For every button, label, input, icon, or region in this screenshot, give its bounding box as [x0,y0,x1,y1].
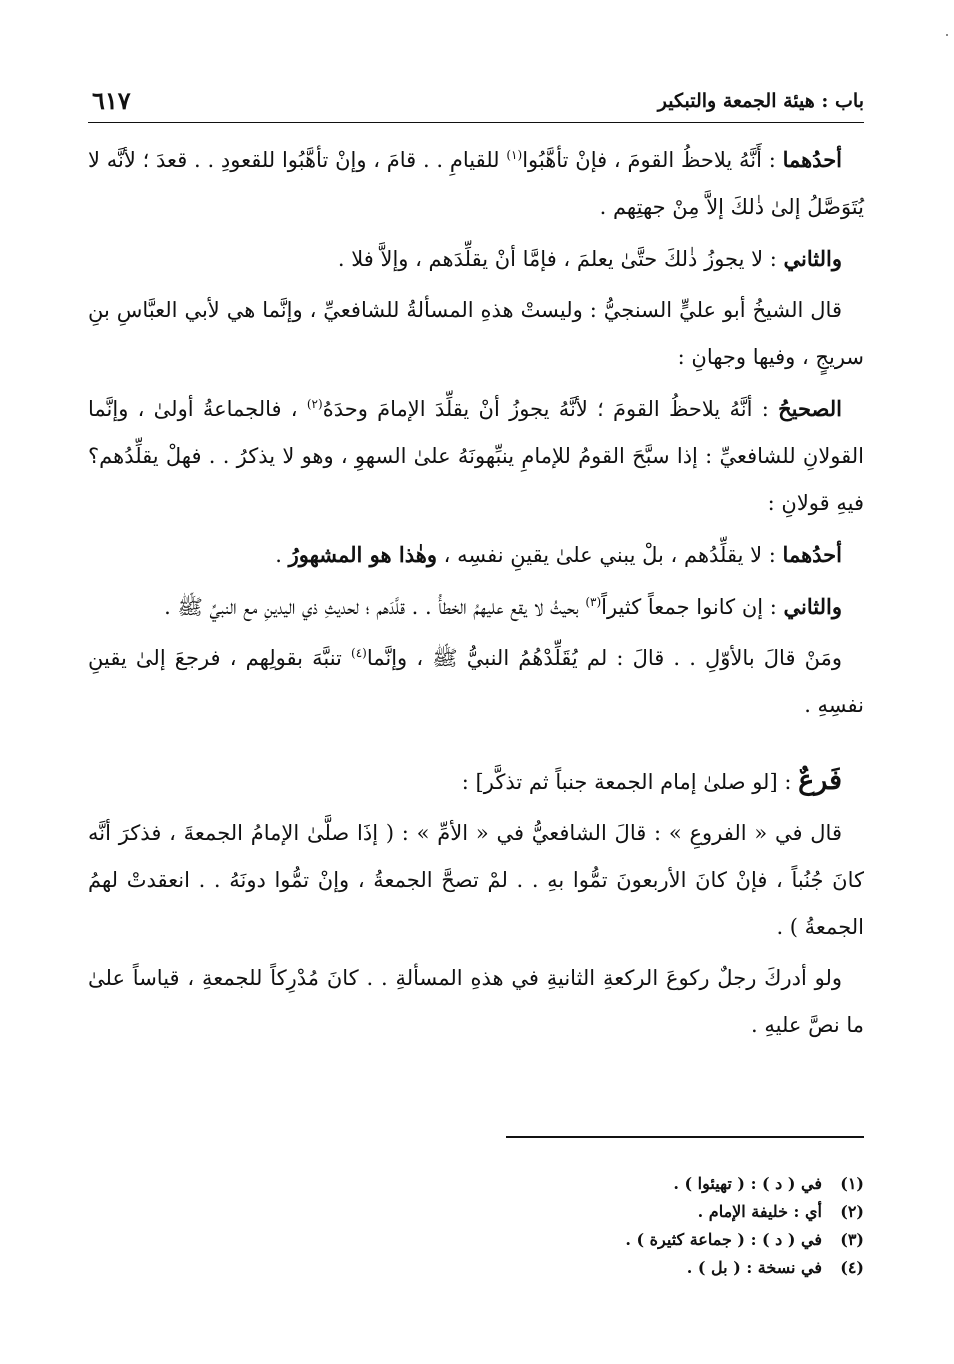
margin-speck [946,34,948,36]
footnote-text: أي : خليفة الإمام . [697,1202,822,1221]
main-text [88,136,864,1053]
footnote-ref-1: (١) [506,148,523,162]
header-rule [88,122,864,123]
paragraph-label: أحدُهما [782,542,842,567]
footnote-text: في ( د ) : ( تهيئوا ) . [673,1174,822,1193]
footnote-item [444,1254,864,1282]
footnote-ref-3: (٣) [585,595,602,609]
chapter-title: باب : هيئة الجمعة والتبكير [657,90,864,112]
paragraph-first-opinion: ومَنْ قالَ بالأوّلِ . . قالَ : لم يُقَلِّدْهُمُ النبيُّ ﷺ ، وإنَّما$^{(٤)}$ تنبَّهَ بقولِهم ، فرجعَ إلىٰ يقينِ نفسِهِ . [88,646,864,717]
paragraph-label: والثاني [783,594,842,619]
running-header [88,86,864,120]
paragraph-second-view: والثاني : لا يجوزُ ذٰلكَ حتَّىٰ يعلمَ ، فإمَّا أنْ يقلِّدَهم ، وإلاَّ فلا . [337,246,842,271]
footnote-ref-2: (٢) [306,397,323,411]
paragraph-correct-view: الصحيحُ : أنَّهُ يلاحظُ القومَ ؛ لأنَّهُ يجوزُ أنْ يقلِّدَ الإمامَ وحدَهُ$^{(٢)}$ ، فالجماعةُ أولىٰ ، وإنَّما القولانِ للشافعيِّ : إذا سبَّحَ القومُ للإمامِ ينبِّهونَهُ علىٰ السهوِ ، وهو لا يذكرُ . . فهلْ يقلِّدُهم؟ فيهِ قولانِ : [88,396,864,515]
section-heading-far: فَرعٌ : [لو صلىٰ إمام الجمعة جنباً ثم تذكَّر] : [461,765,842,796]
paragraph-label: أحدُهما [782,147,843,172]
footnote-text: في نسخة : ( بل ) . [686,1258,822,1277]
footnotes [444,1170,864,1282]
page-number: ٦١٧ [92,86,131,115]
footnote-rule [506,1136,864,1138]
footnote-item [444,1226,864,1254]
paragraph-label: الصحيحُ [778,396,843,421]
paragraph-sinji: قال الشيخُ أبو عليٍّ السنجيُّ : وليستْ هذهِ المسألةُ للشافعيِّ ، وإنَّما هي لأبي العبَّاسِ بنِ سريجٍ ، وفيها وجهانِ : [88,298,864,369]
footnote-number: (٣) [840,1230,864,1249]
footnote-text: في ( د ) : ( جماعة كثيرة ) . [625,1230,822,1249]
paragraph-furu-quote: قال في « الفروعِ » : قالَ الشافعيُّ في « الأمِّ » : ( إذَا صلَّىٰ الإمامُ الجمعةَ ، فذكرَ أنَّه كانَ جُنُباً ، فإنْ كانَ الأربعونَ تمُّوا بهِ . . لمْ تصحَّ الجمعةُ ، وإنْ تمُّوا دونَهُ . . انعقدتْ لهمُ الجمعةُ ) . [88,821,864,939]
footnote-item [444,1170,864,1198]
far-heading: فَرعٌ [798,765,842,796]
footnote-ref-4: (٤) [351,646,367,660]
paragraph-second-saying: والثاني : إن كانوا جمعاً كثيراً$^{(٣)}$ بحيثُ لا يقع عليهمُ الخطأُ . . قلَّدَهم ؛ لحديثِ ذي اليدينِ مع النبيِّ ﷺ . [164,594,842,619]
footnote-item [444,1198,864,1226]
paragraph-label: والثاني [783,246,842,271]
paragraph-first-view: أحدُهما : أَنَّهُ يلاحظُ القومَ ، فإنْ تأهَّبُوا$^{(١)}$ للقيامِ . . قامَ ، وإنْ تأهَّبُوا للقعودِ . . قعدَ ؛ لأنَّه لا يُتَوَصَّلُ إلىٰ ذٰلكَ إلاَّ مِنْ جهتِهم . [88,147,864,219]
paragraph-ruku: ولو أدركَ رجلٌ ركوعَ الركعةِ الثانيةِ في هذهِ المسألةِ . . كانَ مُدْرِكاً للجمعةِ ، قياساً علىٰ ما نصَّ عليهِ . [88,966,864,1037]
footnote-number: (٤) [840,1258,864,1277]
bold-phrase: وهٰذا هو المشهورُ [288,542,437,567]
footnote-number: (١) [840,1174,864,1193]
paragraph-first-saying: أحدُهما : لا يقلِّدُهم ، بلْ يبني علىٰ يقينِ نفسِه ، وهٰذا هو المشهورُ . [275,542,842,567]
footnote-number: (٢) [840,1202,864,1221]
